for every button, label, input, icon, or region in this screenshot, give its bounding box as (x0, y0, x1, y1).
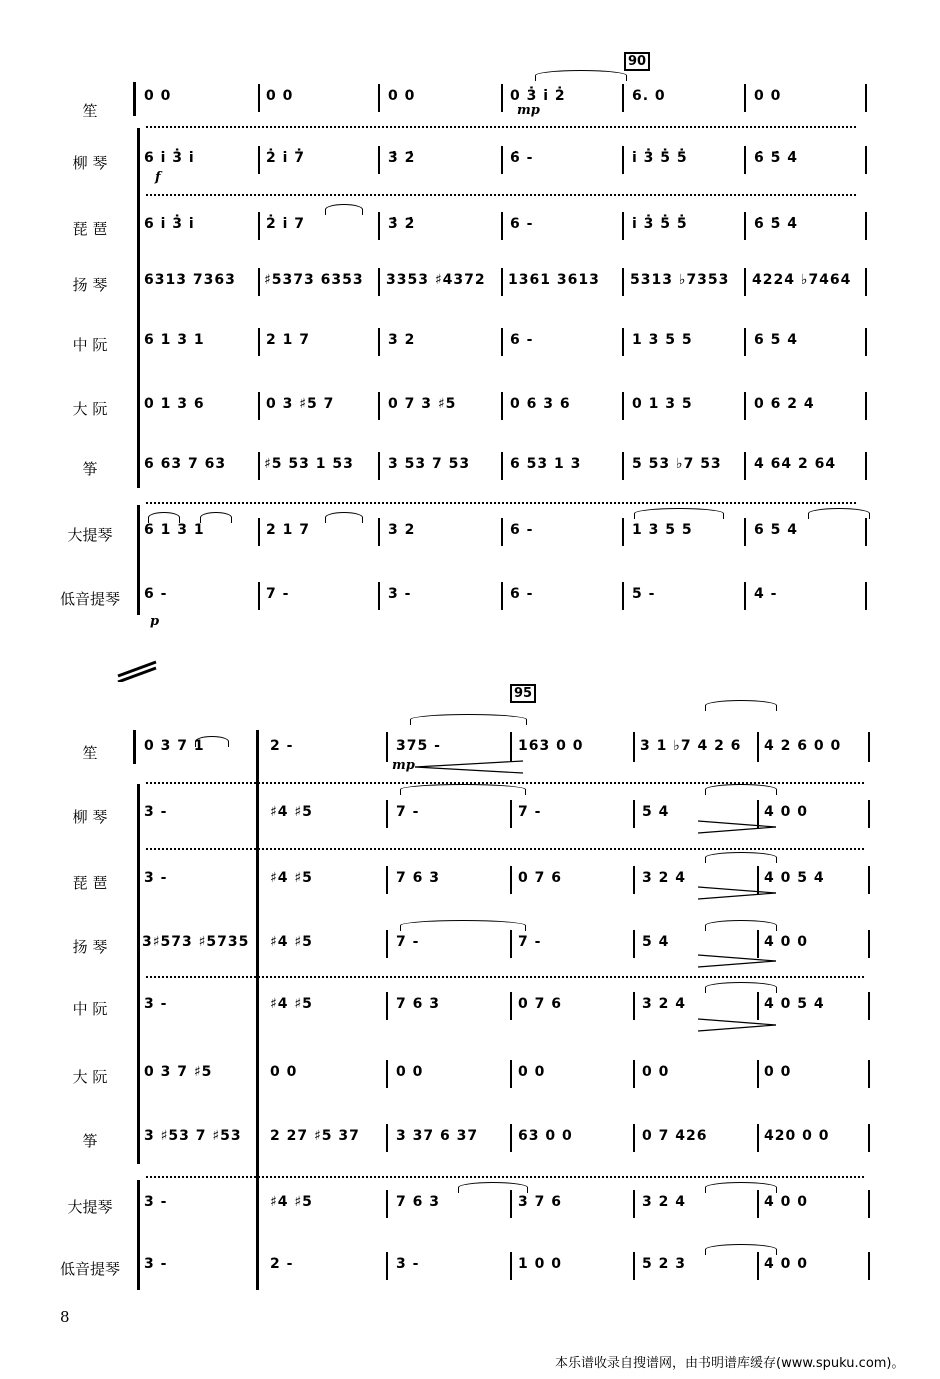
measure: 6̇ 5̇ 4̇ (754, 150, 798, 166)
rehearsal-mark: 95 (510, 684, 536, 703)
measure: 6 - (510, 586, 534, 602)
measure: 7 - (518, 934, 542, 950)
measure: 1 3 5 5 (632, 332, 693, 348)
measure: 6 53 1 3 (510, 456, 582, 472)
measure: 0 1 3 6 (144, 396, 205, 412)
barline (868, 1190, 870, 1218)
measure: 3 1 ♭7 4 2 6 (640, 738, 742, 754)
barline (258, 392, 260, 420)
staff-zheng (0, 1124, 940, 1164)
barline (378, 268, 380, 296)
barline (865, 146, 867, 174)
instrument-label: 琵 琶 (72, 220, 108, 238)
measure: 3 2 4 (642, 870, 686, 886)
barline (757, 1252, 759, 1280)
measure: 4 0 0 (764, 804, 808, 820)
instrument-label: 大 阮 (72, 400, 108, 418)
measure: 5 53 ♭7 53 (632, 456, 722, 472)
dotted-divider (146, 126, 856, 128)
barline (868, 1124, 870, 1152)
instrument-label: 低音提琴 (59, 590, 120, 608)
barline (501, 452, 503, 480)
barline (501, 84, 503, 112)
barline (757, 732, 759, 762)
measure: 7 - (266, 586, 290, 602)
barline (622, 392, 624, 420)
instrument-label: 琵 琶 (72, 874, 108, 892)
staff-pipa (0, 212, 940, 252)
measure: 4 2 6 0 0 (764, 738, 842, 754)
barline (378, 328, 380, 356)
staff-sheng (0, 732, 940, 772)
dotted-divider (146, 194, 856, 196)
barline (865, 392, 867, 420)
barline (386, 1060, 388, 1088)
barline (865, 268, 867, 296)
measure: 6̇ 5̇ 4̇ (754, 216, 798, 232)
measure: 4 0 5 4 (764, 870, 825, 886)
measure: 7 6 3 (396, 996, 440, 1012)
barline (744, 582, 746, 610)
barline (633, 732, 635, 762)
measure: i̇ 3̇ 5̇ 5̇ (632, 150, 688, 166)
dynamic-mark: mp (392, 758, 415, 773)
measure: 0 3̇ i̇ 2̇ (510, 88, 566, 104)
measure: 6 - (144, 586, 168, 602)
barline (501, 268, 503, 296)
barline (633, 1124, 635, 1152)
barline (865, 212, 867, 240)
measure: 3 2 4 (642, 1194, 686, 1210)
barline (378, 212, 380, 240)
barline (378, 392, 380, 420)
measure: 6 i̇ 3̇ i̇ (144, 150, 195, 166)
measure: 7 - (396, 804, 420, 820)
instrument-label: 中 阮 (72, 336, 108, 354)
measure: 3̇ 2̇ (388, 216, 416, 232)
barline (386, 732, 388, 762)
measure: 3353 ♯4372 (386, 272, 486, 288)
measure: 5 - (632, 586, 656, 602)
measure: 7 - (518, 804, 542, 820)
measure: 1 0 0 (518, 1256, 562, 1272)
staff-liuqin (0, 146, 940, 186)
measure: 6 - (510, 522, 534, 538)
tie (400, 784, 526, 795)
measure: 3 - (396, 1256, 420, 1272)
measure: 4 0 0 (764, 934, 808, 950)
barline (501, 146, 503, 174)
measure: 0 0 (764, 1064, 792, 1080)
dotted-divider (146, 1176, 864, 1178)
dynamic-mark: p (150, 614, 160, 629)
measure: 375 - (396, 738, 441, 754)
measure: ♯4 ♯5 (270, 870, 313, 886)
barline (386, 1190, 388, 1218)
barline (744, 328, 746, 356)
barline (868, 732, 870, 762)
measure: 0 3 7 1 (144, 738, 205, 754)
barline (510, 1060, 512, 1088)
instrument-label: 扬 琴 (72, 938, 108, 956)
barline (258, 518, 260, 546)
measure: ♯5 53 1 53 (264, 456, 354, 472)
measure: 420 0 0 (764, 1128, 830, 1144)
barline (865, 328, 867, 356)
measure: 1361 3613 (508, 272, 600, 288)
dotted-divider (146, 782, 864, 784)
measure: 6 i̇ 3̇ i̇ (144, 216, 195, 232)
system-separator (116, 660, 158, 682)
measure: 3 - (144, 996, 168, 1012)
barline (633, 930, 635, 958)
dynamic-mark: f (155, 170, 161, 185)
measure: 6 1 3 1 (144, 332, 205, 348)
barline (510, 800, 512, 828)
barline (757, 992, 759, 1020)
barline (633, 1060, 635, 1088)
measure: 6 5 4 (754, 522, 798, 538)
barline (744, 392, 746, 420)
barline (378, 84, 380, 112)
tie (705, 784, 777, 795)
barline (501, 518, 503, 546)
measure: 6 - (510, 216, 534, 232)
measure: 2 27 ♯5 37 (270, 1128, 360, 1144)
measure: 5 2 3 (642, 1256, 686, 1272)
measure: 0 0 (642, 1064, 670, 1080)
measure: 1 3 5 5 (632, 522, 693, 538)
measure: 0 1 3 5 (632, 396, 693, 412)
measure: 2 - (270, 738, 294, 754)
measure: 4 0 5 4 (764, 996, 825, 1012)
dotted-divider (146, 502, 856, 504)
barline (868, 930, 870, 958)
barline (757, 1060, 759, 1088)
measure: 0 0 (144, 88, 172, 104)
measure: 3 - (144, 1256, 168, 1272)
barline (744, 146, 746, 174)
staff-yangqin (0, 268, 940, 308)
barline (757, 1124, 759, 1152)
barline (378, 146, 380, 174)
measure: 6 63 7 63 (144, 456, 227, 472)
instrument-label: 大提琴 (67, 1198, 113, 1216)
instrument-label: 大提琴 (67, 526, 113, 544)
barline (744, 452, 746, 480)
barline (378, 518, 380, 546)
tie (410, 714, 527, 725)
barline (744, 84, 746, 112)
barline (386, 800, 388, 828)
staff-cello (0, 518, 940, 558)
tie (705, 700, 777, 711)
measure: 6̇ - (510, 150, 534, 166)
barline (868, 1060, 870, 1088)
staff-liuqin (0, 800, 940, 840)
slur (535, 70, 627, 81)
barline (510, 866, 512, 894)
instrument-label: 柳 琴 (72, 154, 108, 172)
barline (622, 146, 624, 174)
instrument-label: 柳 琴 (72, 808, 108, 826)
measure: 7 6 3 (396, 1194, 440, 1210)
barline (510, 992, 512, 1020)
instrument-label: 筝 (82, 1132, 98, 1150)
measure: 2 - (270, 1256, 294, 1272)
barline (378, 582, 380, 610)
barline (258, 328, 260, 356)
measure: 4 0 0 (764, 1194, 808, 1210)
score-system-1 (0, 0, 940, 640)
barline (757, 1190, 759, 1218)
staff-zhongruan (0, 992, 940, 1032)
measure: 4224 ♭7464 (752, 272, 852, 288)
measure: 4 - (754, 586, 778, 602)
footer-source-note: 本乐谱收录自搜谱网，由书明谱库缓存(www.spuku.com)。 (555, 1356, 905, 1371)
measure: 2 1 7 (266, 332, 310, 348)
barline (258, 84, 260, 112)
staff-zhongruan (0, 328, 940, 368)
barline (757, 866, 759, 894)
measure: 3 37 6 37 (396, 1128, 479, 1144)
staff-zheng (0, 452, 940, 492)
measure: 6 - (510, 332, 534, 348)
barline (633, 866, 635, 894)
measure: ♯4 ♯5 (270, 1194, 313, 1210)
instrument-label: 笙 (82, 744, 98, 762)
barline (622, 268, 624, 296)
barline (622, 328, 624, 356)
measure: 0 7 426 (642, 1128, 708, 1144)
barline (386, 930, 388, 958)
barline (510, 1124, 512, 1152)
measure: 0 0 (266, 88, 294, 104)
measure: 7 6 3 (396, 870, 440, 886)
group-bracket (137, 784, 140, 1164)
barline (510, 732, 512, 762)
measure: ♯4 ♯5 (270, 804, 313, 820)
barline (633, 1252, 635, 1280)
measure: 0 3 ♯5 7 (266, 396, 335, 412)
measure: 6. 0 (632, 88, 666, 104)
dotted-divider (146, 976, 864, 978)
barline (258, 212, 260, 240)
measure: 3 - (388, 586, 412, 602)
measure: 3 2 (388, 522, 416, 538)
measure: 3 7 6 (518, 1194, 562, 1210)
barline (757, 930, 759, 958)
barline (386, 1124, 388, 1152)
barline (501, 328, 503, 356)
barline (757, 800, 759, 828)
instrument-label: 笙 (82, 102, 98, 120)
barline (258, 268, 260, 296)
measure: 0 7 6 (518, 870, 562, 886)
measure: 5 4 (642, 934, 670, 950)
barline (386, 1252, 388, 1280)
barline (258, 582, 260, 610)
barline (622, 582, 624, 610)
barline (622, 452, 624, 480)
measure: 0 0 (518, 1064, 546, 1080)
tie (705, 852, 777, 863)
measure: 3 - (144, 1194, 168, 1210)
measure: 0 6 3 6 (510, 396, 571, 412)
measure: 3̇ 2̇ (388, 150, 416, 166)
measure: 3 2 (388, 332, 416, 348)
measure: ♯5373 6353 (264, 272, 364, 288)
barline (622, 518, 624, 546)
dynamic-mark: mp (517, 103, 540, 118)
measure: 0 7 3 ♯5 (388, 396, 457, 412)
page-number: 8 (60, 1308, 70, 1326)
barline (258, 452, 260, 480)
measure: 5313 ♭7353 (630, 272, 730, 288)
measure: 0 0 (754, 88, 782, 104)
measure: 2̇ i̇ 7 (266, 216, 306, 232)
barline (510, 1252, 512, 1280)
measure: 0 7 6 (518, 996, 562, 1012)
measure: 3 2 4 (642, 996, 686, 1012)
measure: ♯4 ♯5 (270, 934, 313, 950)
barline (501, 582, 503, 610)
barline (865, 452, 867, 480)
barline (510, 930, 512, 958)
barline (865, 518, 867, 546)
staff-yangqin (0, 930, 940, 970)
measure: 63 0 0 (518, 1128, 573, 1144)
measure: 6 5 4 (754, 332, 798, 348)
measure: 0 0 (396, 1064, 424, 1080)
rehearsal-mark: 90 (624, 52, 650, 71)
barline (865, 582, 867, 610)
measure: 7 - (396, 934, 420, 950)
barline (865, 84, 867, 112)
barline (633, 1190, 635, 1218)
barline (868, 866, 870, 894)
measure: 0 0 (270, 1064, 298, 1080)
staff-cello (0, 1190, 940, 1230)
staff-double-bass (0, 582, 940, 622)
barline (622, 84, 624, 112)
barline (868, 1252, 870, 1280)
staff-double-bass (0, 1252, 940, 1292)
barline (258, 146, 260, 174)
measure: 3♯573 ♯5735 (142, 934, 250, 950)
score-system-2 (0, 680, 940, 1300)
barline (868, 800, 870, 828)
measure: 6 1 3 1 (144, 522, 205, 538)
measure: 0 0 (388, 88, 416, 104)
measure: i̇ 3̇ 5̇ 5̇ (632, 216, 688, 232)
measure: 3 - (144, 804, 168, 820)
barline (744, 268, 746, 296)
measure: 4 0 0 (764, 1256, 808, 1272)
staff-sheng (0, 84, 940, 124)
measure: 163 0 0 (518, 738, 584, 754)
barline (622, 212, 624, 240)
staff-daruan (0, 1060, 940, 1100)
barline (378, 452, 380, 480)
staff-daruan (0, 392, 940, 432)
measure: 6313 7363 (144, 272, 236, 288)
measure: 0 6 2 4 (754, 396, 815, 412)
instrument-label: 大 阮 (72, 1068, 108, 1086)
measure: 3 53 7 53 (388, 456, 471, 472)
barline (386, 866, 388, 894)
barline (744, 518, 746, 546)
measure: 3 - (144, 870, 168, 886)
measure: 5 4 (642, 804, 670, 820)
barline (501, 212, 503, 240)
instrument-label: 扬 琴 (72, 276, 108, 294)
barline (501, 392, 503, 420)
staff-pipa (0, 866, 940, 906)
barline (744, 212, 746, 240)
barline (868, 992, 870, 1020)
measure: 3 ♯53 7 ♯53 (144, 1128, 242, 1144)
measure: 2 1 7 (266, 522, 310, 538)
barline (510, 1190, 512, 1218)
instrument-label: 中 阮 (72, 1000, 108, 1018)
barline (633, 992, 635, 1020)
instrument-label: 筝 (82, 460, 98, 478)
measure: ♯4 ♯5 (270, 996, 313, 1012)
measure: 2̇ i̇ 7̇ (266, 150, 306, 166)
barline (633, 800, 635, 828)
dotted-divider (146, 848, 864, 850)
barline (386, 992, 388, 1020)
measure: 4 64 2 64 (754, 456, 837, 472)
instrument-label: 低音提琴 (59, 1260, 120, 1278)
measure: 0 3 7 ♯5 (144, 1064, 213, 1080)
